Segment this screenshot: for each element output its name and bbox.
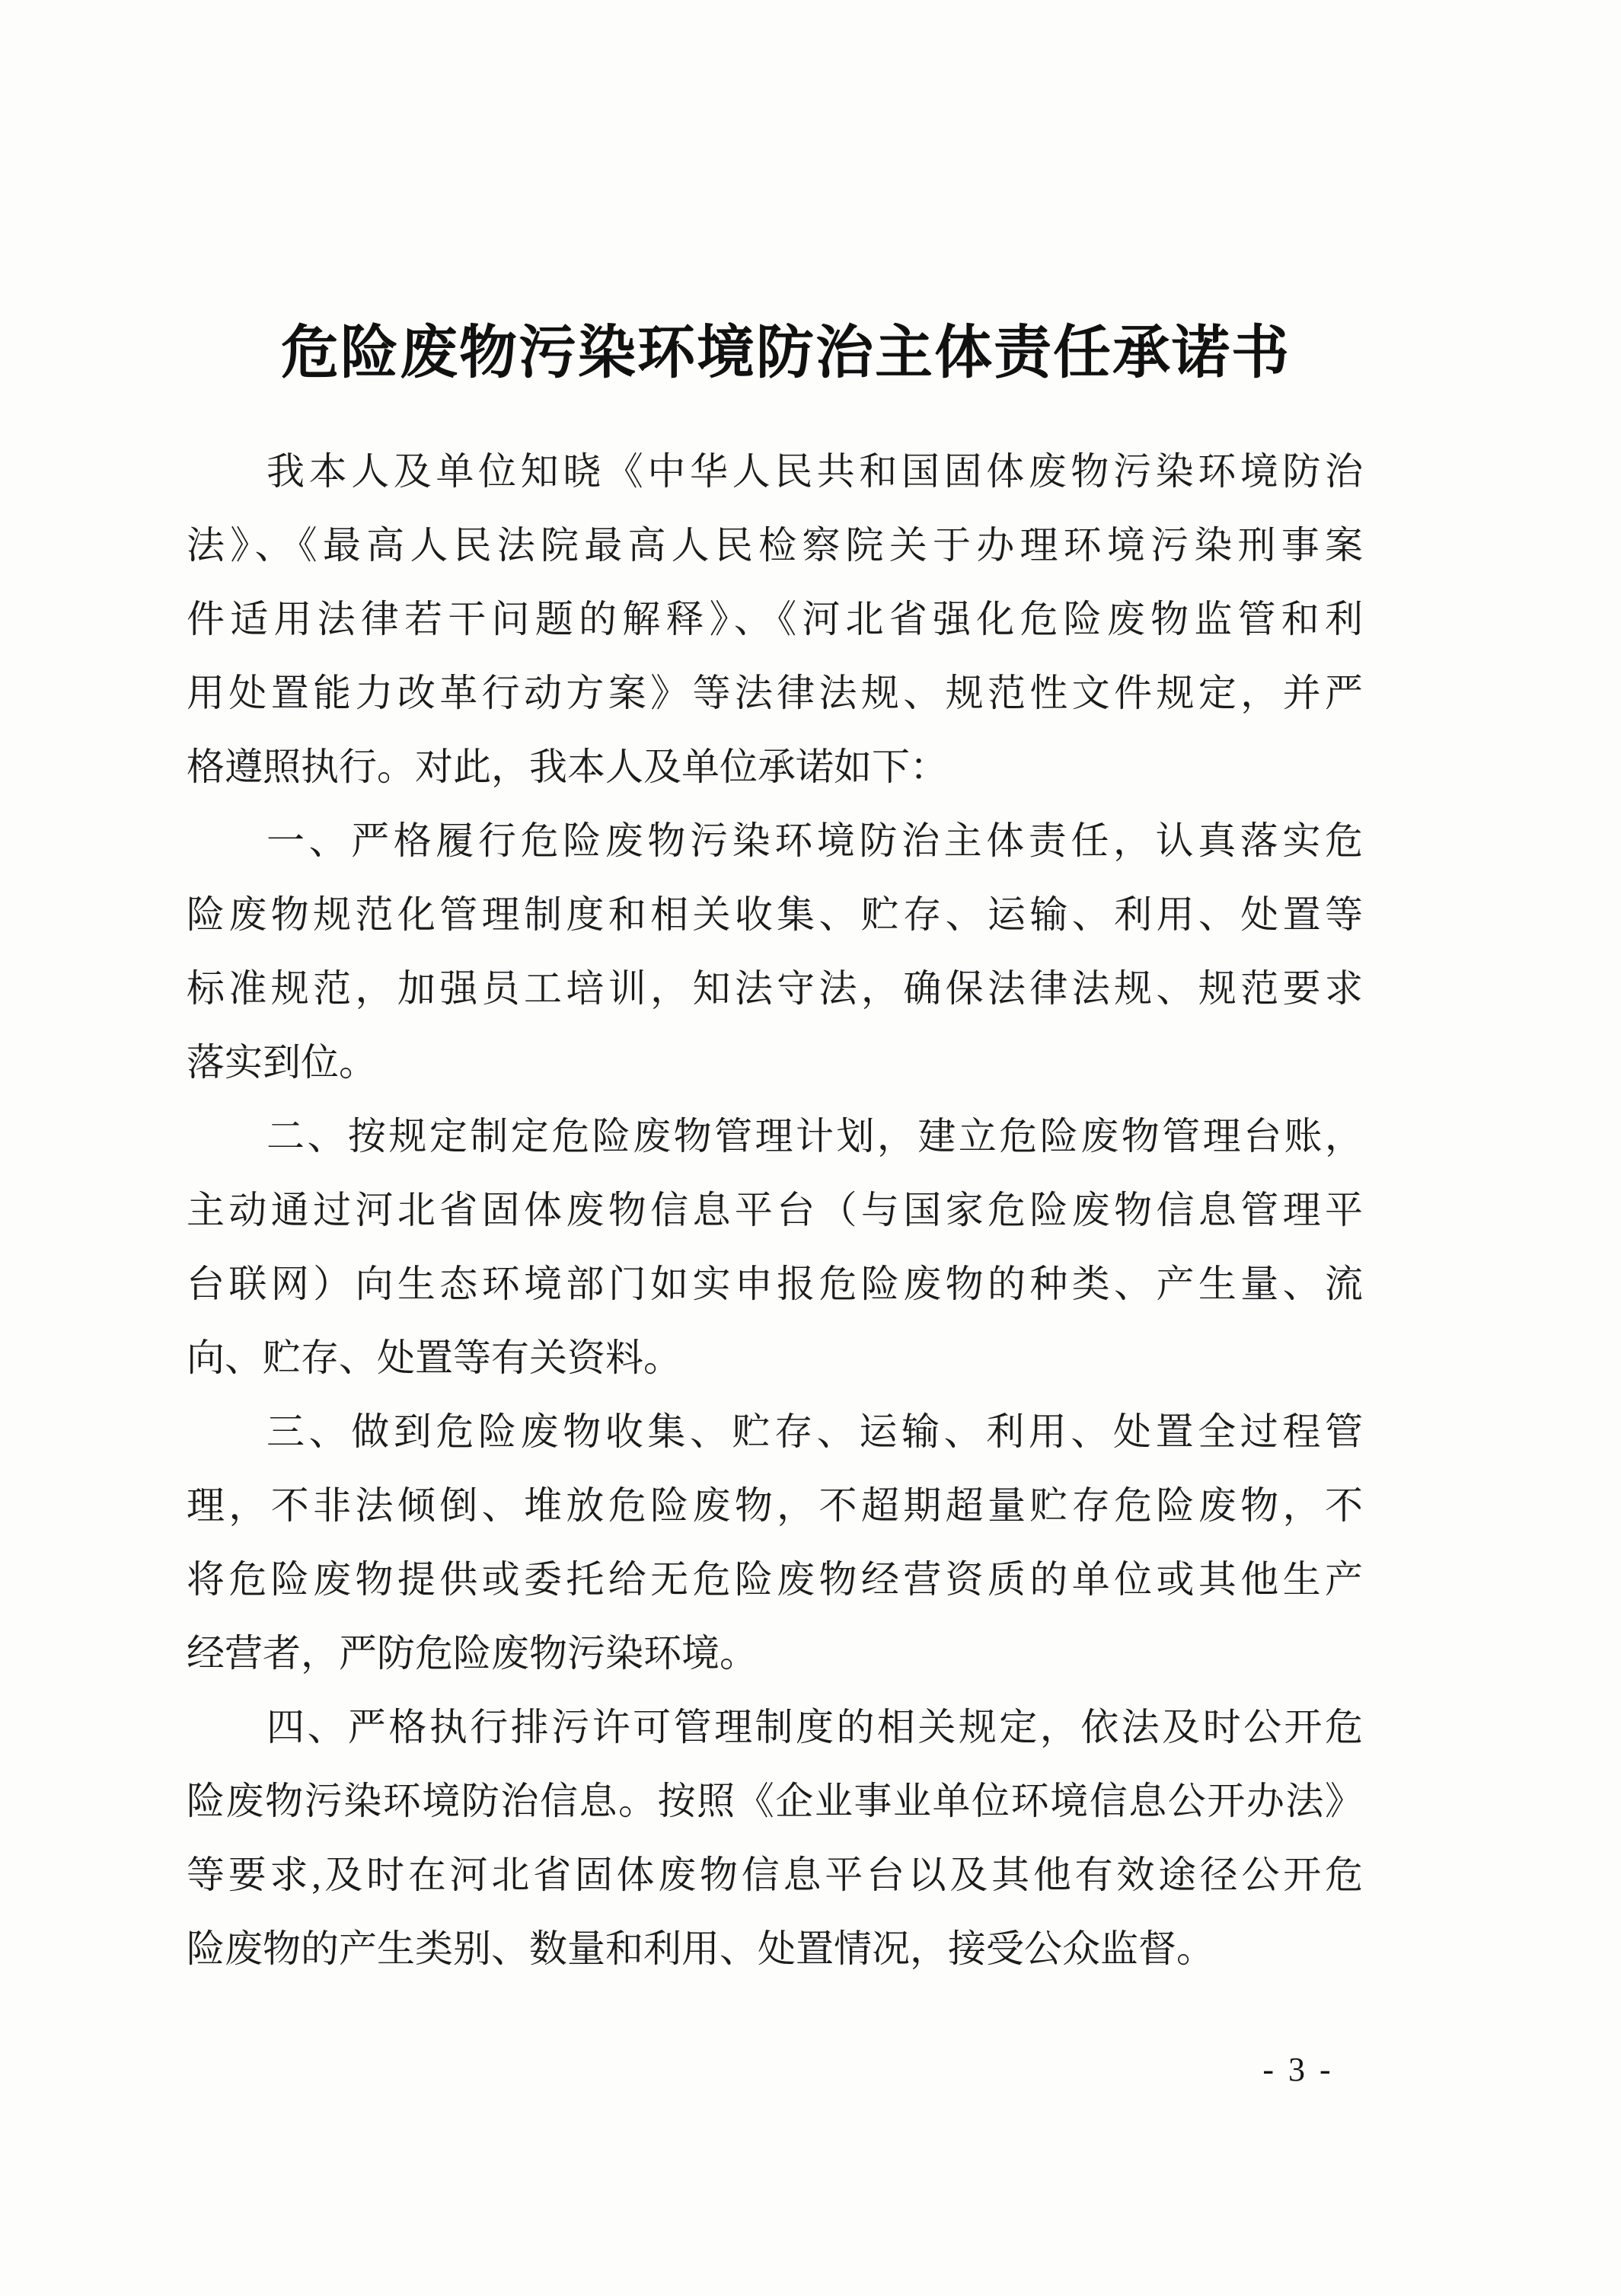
text-line: 台联网）向生态环境部门如实申报危险废物的种类、产生量、流 xyxy=(187,1263,1363,1305)
text-line: 法》、《最高人民法院最高人民检察院关于办理环境污染刑事案 xyxy=(187,524,1363,567)
text-line: 标准规范，加强员工培训，知法守法，确保法律法规、规范要求 xyxy=(187,967,1363,1010)
paragraph-4 xyxy=(187,1395,1363,1691)
text-line: 落实到位。 xyxy=(187,1041,377,1084)
paragraph-3 xyxy=(187,1100,1363,1395)
text-line: 险废物的产生类别、数量和利用、处置情况，接受公众监督。 xyxy=(187,1927,1214,1970)
text-line: 将危险废物提供或委托给无危险废物经营资质的单位或其他生产 xyxy=(187,1558,1363,1601)
page-number: - 3 - xyxy=(1262,2051,1334,2088)
text-line: 险废物污染环境防治信息。按照《企业事业单位环境信息公开办法》 xyxy=(187,1780,1363,1822)
text-line: 二、按规定制定危险废物管理计划，建立危险废物管理台账， xyxy=(266,1115,1363,1158)
text-line: 等要求,及时在河北省固体废物信息平台以及其他有效途径公开危 xyxy=(187,1854,1363,1896)
text-line: 主动通过河北省固体废物信息平台（与国家危险废物信息管理平 xyxy=(187,1189,1363,1231)
text-line: 用处置能力改革行动方案》等法律法规、规范性文件规定，并严 xyxy=(187,672,1363,714)
document-body xyxy=(187,435,1363,1986)
text-line: 险废物规范化管理制度和相关收集、贮存、运输、利用、处置等 xyxy=(187,893,1363,936)
document-title: 危险废物污染环境防治主体责任承诺书 xyxy=(281,320,1291,385)
text-line: 四、严格执行排污许可管理制度的相关规定，依法及时公开危 xyxy=(266,1706,1363,1748)
text-line: 格遵照执行。对此，我本人及单位承诺如下： xyxy=(187,746,948,788)
paragraph-5 xyxy=(187,1691,1363,1986)
text-line: 向、贮存、处置等有关资料。 xyxy=(187,1336,681,1379)
text-line: 三、做到危险废物收集、贮存、运输、利用、处置全过程管 xyxy=(266,1410,1363,1453)
paragraph-2 xyxy=(187,804,1363,1100)
text-line: 我本人及单位知晓《中华人民共和国固体废物污染环境防治 xyxy=(266,450,1363,493)
text-line: 理，不非法倾倒、堆放危险废物，不超期超量贮存危险废物，不 xyxy=(187,1484,1363,1527)
text-line: 一、严格履行危险废物污染环境防治主体责任，认真落实危 xyxy=(266,819,1363,862)
text-line: 经营者，严防危险废物污染环境。 xyxy=(187,1632,758,1675)
paragraph-1 xyxy=(187,435,1363,804)
text-line: 件适用法律若干问题的解释》、《河北省强化危险废物监管和利 xyxy=(187,598,1363,640)
